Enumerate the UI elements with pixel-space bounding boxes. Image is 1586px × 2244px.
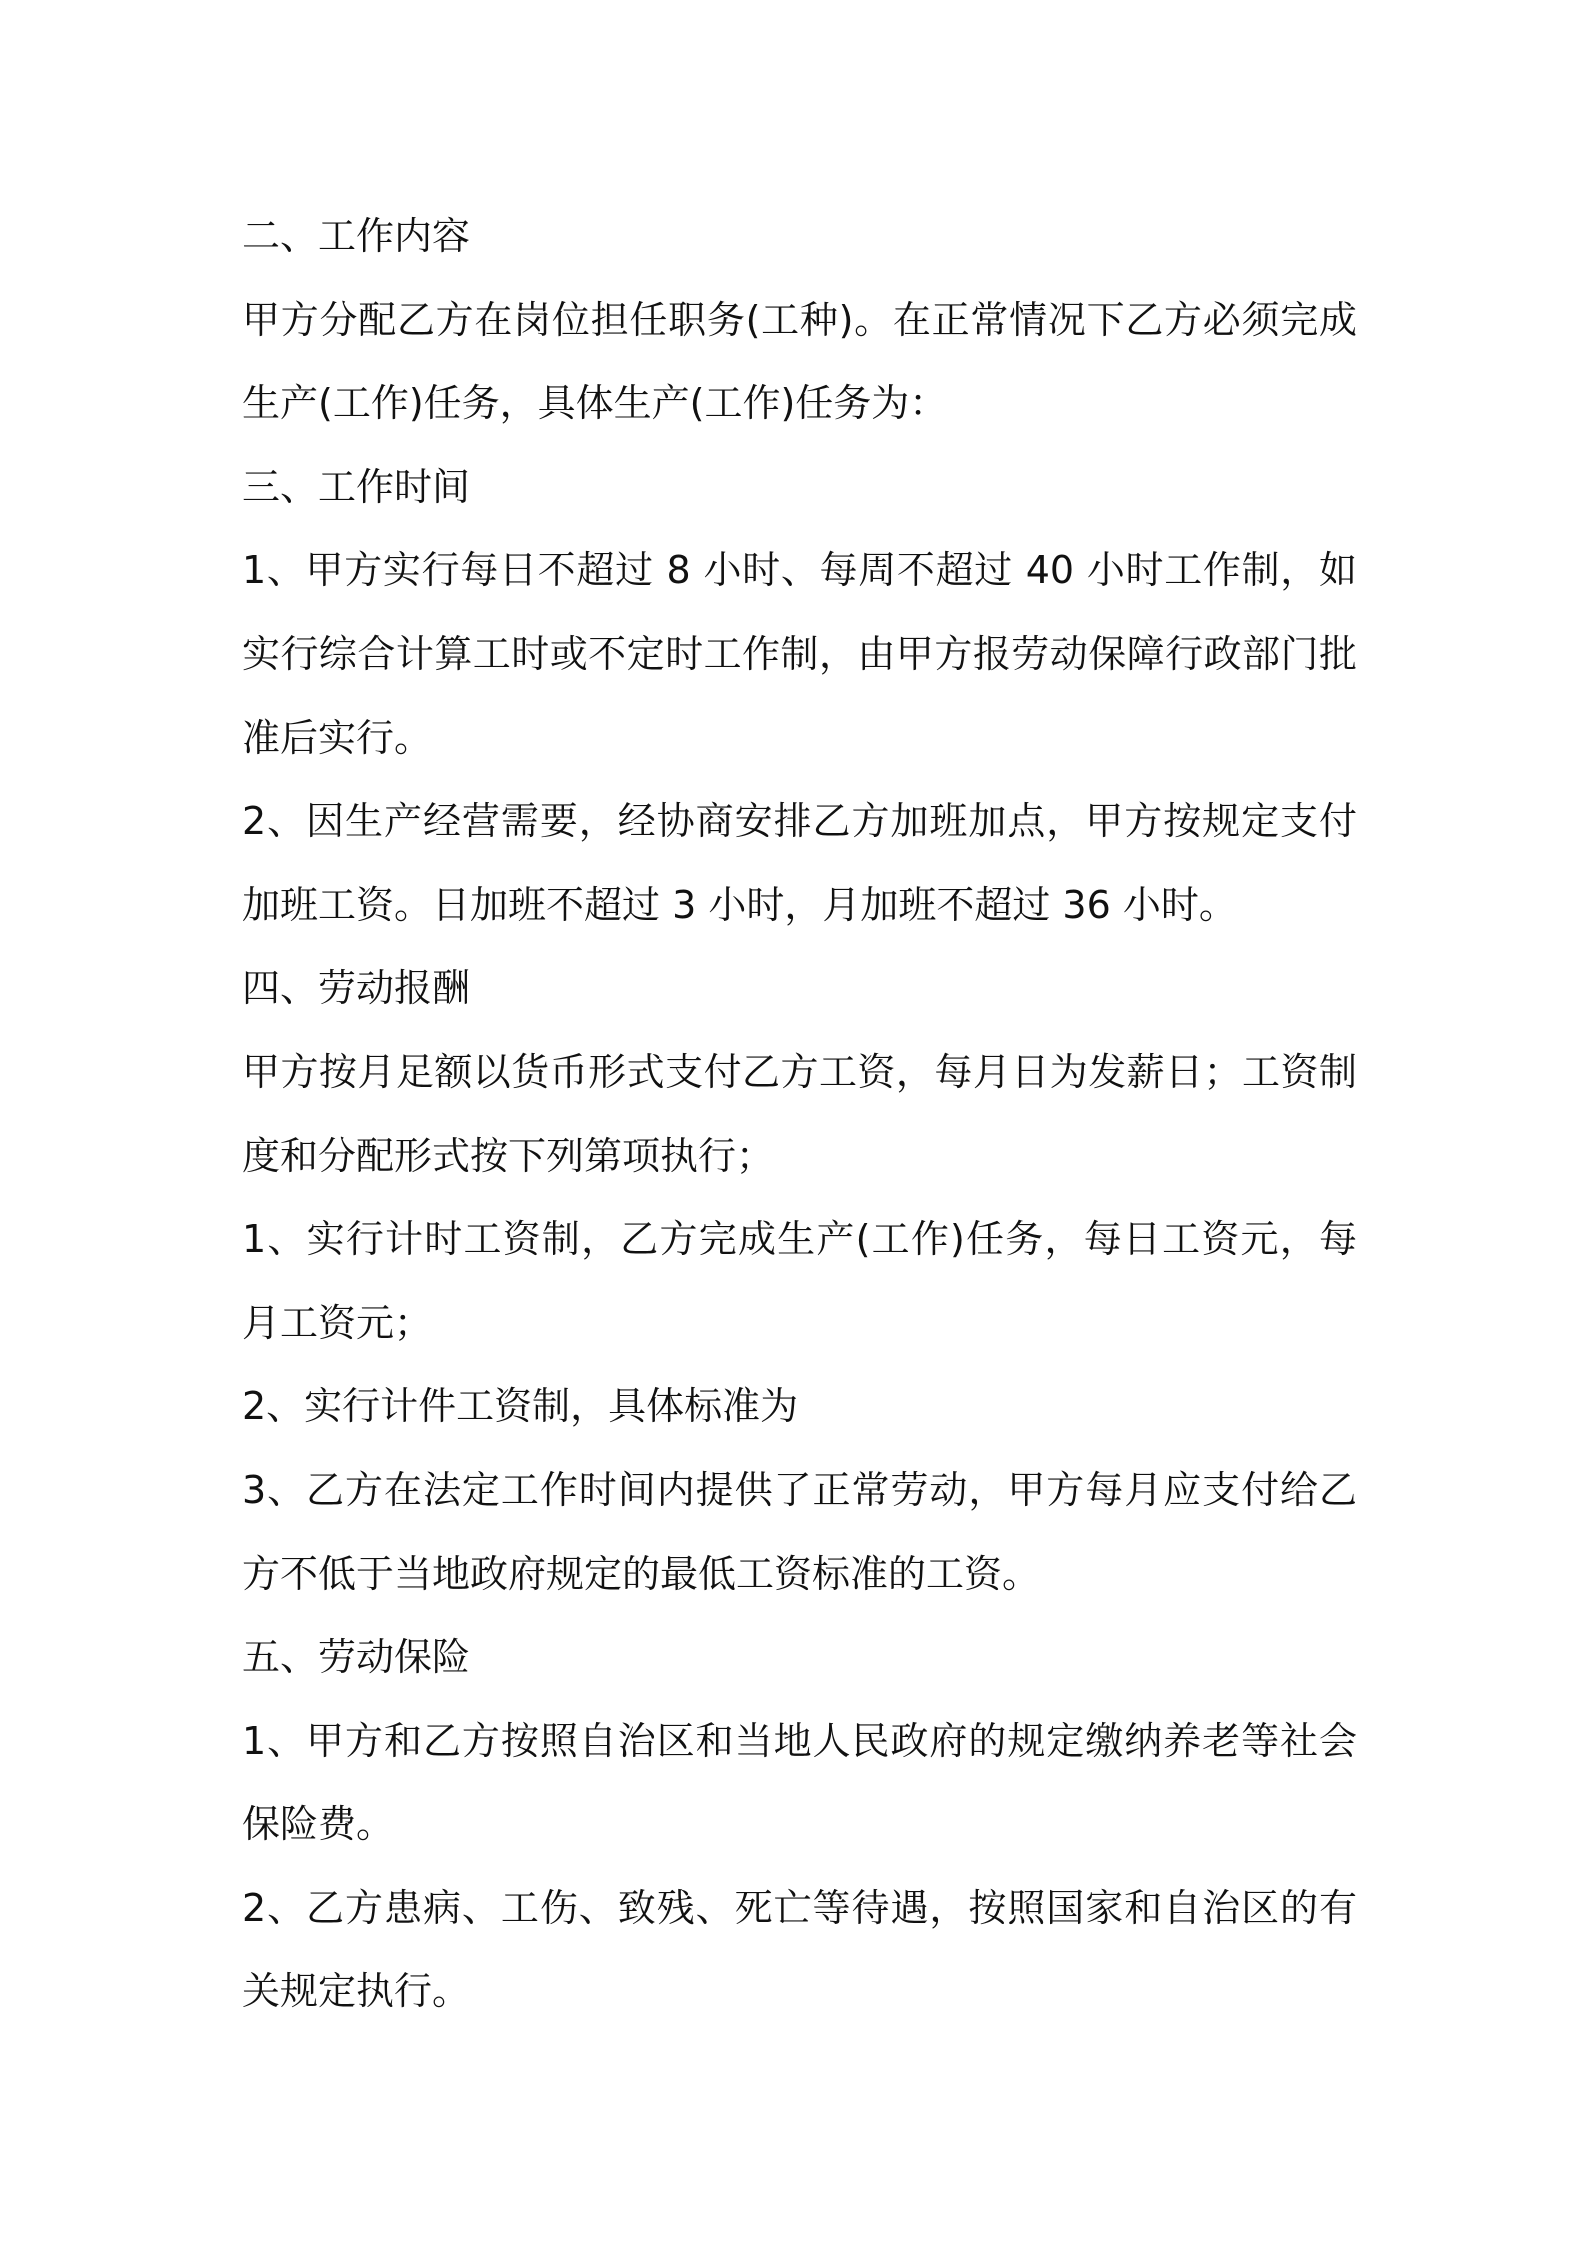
section-heading-work-hours: 三、工作时间 (242, 464, 471, 509)
section-heading-insurance: 五、劳动保险 (242, 1635, 471, 1680)
section-heading-work-content: 二、工作内容 (242, 214, 471, 258)
paragraph-insurance-1: 1、甲方和乙方按照自治区和当地人民政府的规定缴纳养老等社会保险费。 (242, 1718, 1357, 1847)
paragraph-remuneration-2: 2、实行计件工资制，具体标准为 (242, 1384, 799, 1429)
paragraph-remuneration-1: 1、实行计时工资制，乙方完成生产(工作)任务，每日工资元，每月工资元； (242, 1217, 1357, 1345)
document-body (242, 195, 1357, 2034)
paragraph-remuneration-3: 3、乙方在法定工作时间内提供了正常劳动，甲方每月应支付给乙方不低于当地政府规定的最低工资标准的工资。 (242, 1467, 1357, 1596)
section-heading-remuneration: 四、劳动报酬 (242, 966, 471, 1011)
paragraph-work-assignment: 甲方分配乙方在岗位担任职务(工种)。在正常情况下乙方必须完成生产(工作)任务，具体生产(工作)任务为： (242, 297, 1357, 426)
paragraph-work-hours-2: 2、因生产经营需要，经协商安排乙方加班加点，甲方按规定支付加班工资。日加班不超过 3 小时，月加班不超过 36 小时。 (242, 799, 1357, 927)
paragraph-work-hours-1: 1、甲方实行每日不超过 8 小时、每周不超过 40 小时工作制，如实行综合计算工时或不定时工作制，由甲方报劳动保障行政部门批准后实行。 (242, 548, 1357, 760)
paragraph-remuneration-intro: 甲方按月足额以货币形式支付乙方工资，每月日为发薪日；工资制度和分配形式按下列第项执行； (242, 1049, 1357, 1178)
paragraph-insurance-2: 2、乙方患病、工伤、致残、死亡等待遇，按照国家和自治区的有关规定执行。 (242, 1885, 1357, 2014)
